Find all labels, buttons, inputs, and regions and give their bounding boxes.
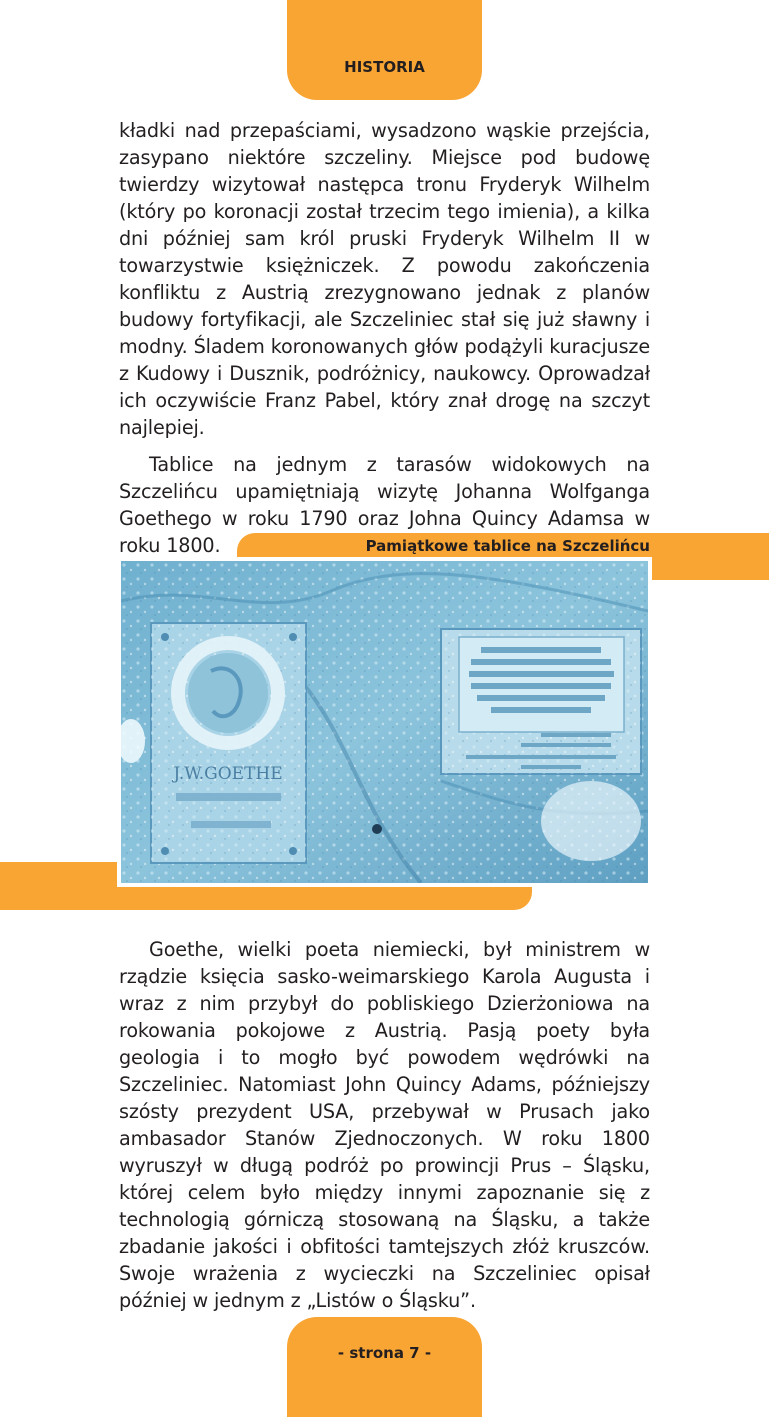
page-number: - strona 7 - [337, 1344, 432, 1362]
plaque-inscription: J.W.GOETHE [173, 764, 283, 784]
text-block-bottom [119, 936, 650, 1314]
paragraph: kładki nad przepaściami, wysadzono wąskie przejścia, zasypano niektóre szczeliny. Miejsce pod budowę twierdzy wizytował następca tronu Fryderyk Wilhelm (który po koronacji został trzecim tego imienia), a kilka dni później sam król pruski Fryderyk Wilhelm II w towarzystwie księżniczek. Z powodu zakończenia konfliktu z Austrią zrezygnowano jednak z planów budowy fortyfikacji, ale Szczeliniec stał się już sławny i modny. Śladem koronowanych głów podążyli kuracjusze z Kudowy i Dusznik, podróżnicy, naukowcy. Oprowadzał ich oczywiście Franz Pabel, który znał drogę na szczyt najlepiej. [119, 119, 650, 439]
page-number-tab [287, 1317, 482, 1417]
paragraph: Tablice na jednym z tarasów widokowych na Szczelińcu upamiętniają wizytę Johanna Wolfganga Goethego w roku 1790 oraz Johna Quincy Adamsa w roku 1800. [119, 453, 650, 557]
section-title: HISTORIA [344, 58, 425, 76]
paragraph: Goethe, wielki poeta niemiecki, był ministrem w rządzie księcia sasko-weimarskiego Karola Augusta i wraz z nim przybył do pobliskiego Dzierżoniowa na rokowania pokojowe z Austrią. Pasją poety była geologia i to mogło być powodem wędrówki na Szczeliniec. Natomiast John Quincy Adams, późniejszy szósty prezydent USA, przebywał w Prusach jako ambasador Stanów Zjednoczonych. W roku 1800 wyruszył w długą podróż po prowincji Prus – Śląsku, której celem było między innymi zapoznanie się z technologią górniczą stosowaną na Śląsku, a także zbadanie jakości i obfitości tamtejszych złóż kruszców. Swoje wrażenia z wycieczki na Szczeliniec opisał później w jednym z „Listów o Śląsku”. [119, 938, 650, 1312]
section-tab [287, 0, 482, 100]
photo-memorial-plaques [117, 557, 652, 887]
text-block-top [119, 117, 650, 559]
adams-plaque [441, 629, 641, 774]
frosted-plaques-image [121, 561, 648, 883]
goethe-plaque [151, 623, 306, 863]
figure-caption: Pamiątkowe tablice na Szczelińcu [365, 537, 650, 555]
